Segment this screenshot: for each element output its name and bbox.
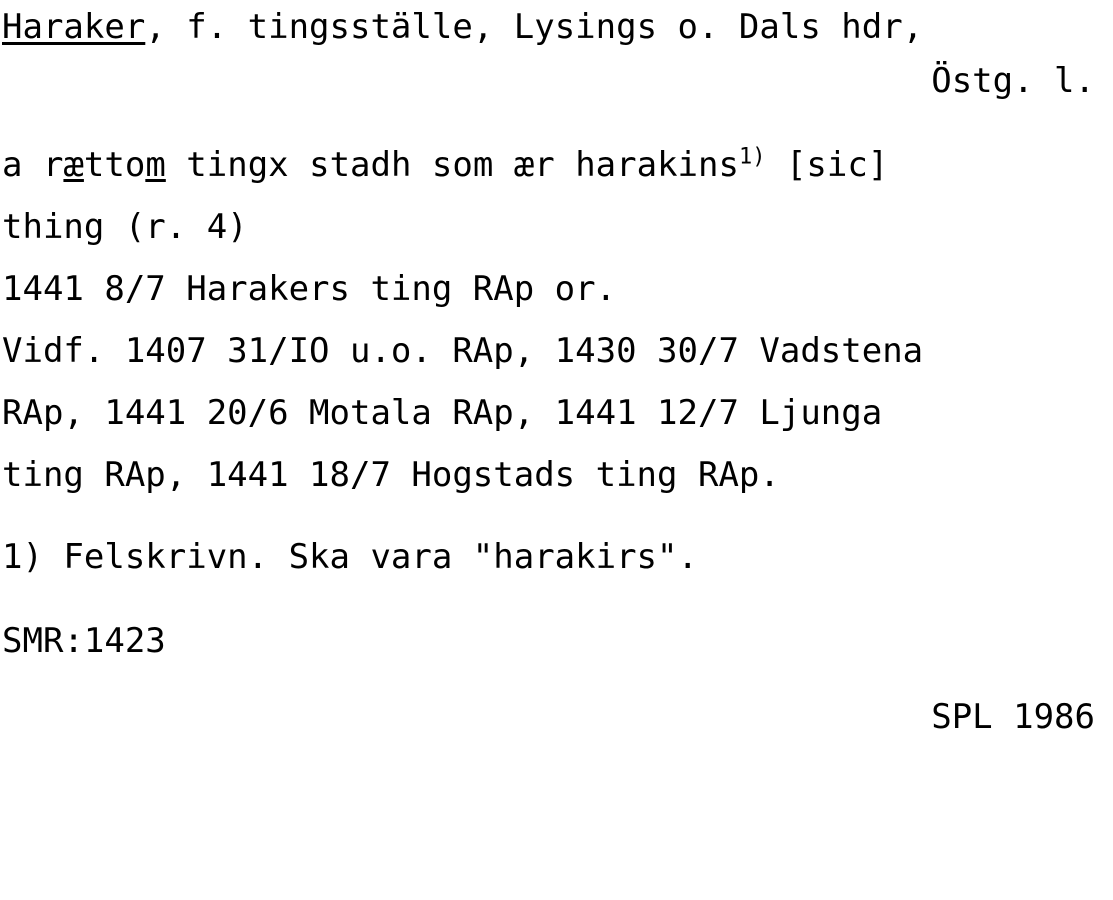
quote-segment-2: tto: [83, 145, 146, 185]
source-line-3: [2, 382, 1113, 444]
quote-segment-1: a r: [2, 145, 64, 185]
footnote-line: [2, 532, 1113, 582]
source-line-2: [2, 320, 1113, 382]
spl-reference: SPL 1986: [931, 697, 1095, 737]
footnote-text: 1) Felskrivn. Ska vara "harakirs".: [2, 537, 698, 577]
spacer-4: [2, 666, 1113, 692]
headword-line-2: [2, 54, 1113, 108]
quote-segment-3: tingx stadh som ær harakins: [165, 145, 739, 185]
quote-line-2-text: thing (r. 4): [2, 207, 248, 247]
spl-line: [2, 692, 1113, 742]
spacer-2: [2, 506, 1113, 532]
smr-line: [2, 616, 1113, 666]
headword-description: , f. tingsställe, Lysings o. Dals hdr,: [145, 7, 924, 47]
quote-underlined-m: m: [145, 145, 166, 185]
spacer-1: [2, 108, 1113, 134]
smr-reference: SMR:1423: [2, 621, 166, 661]
quote-line-1: [2, 134, 1113, 196]
headword: Haraker: [2, 7, 146, 47]
source-line-1-text: 1441 8/7 Harakers ting RAp or.: [2, 269, 617, 309]
quote-underlined-ae: æ: [63, 145, 84, 185]
source-line-4-text: ting RAp, 1441 18/7 Hogstads ting RAp.: [2, 455, 780, 495]
footnote-marker: 1): [738, 144, 766, 170]
headword-line: [2, 0, 1113, 54]
source-line-3-text: RAp, 1441 20/6 Motala RAp, 1441 12/7 Ljunga: [2, 393, 883, 433]
region-label: Östg. l.: [931, 61, 1095, 101]
quote-sic: [sic]: [765, 145, 889, 185]
source-line-4: [2, 444, 1113, 506]
source-line-2-text: Vidf. 1407 31/IO u.o. RAp, 1430 30/7 Vadstena: [2, 331, 924, 371]
quote-line-2: [2, 196, 1113, 258]
spacer-3: [2, 582, 1113, 616]
source-line-1: [2, 258, 1113, 320]
